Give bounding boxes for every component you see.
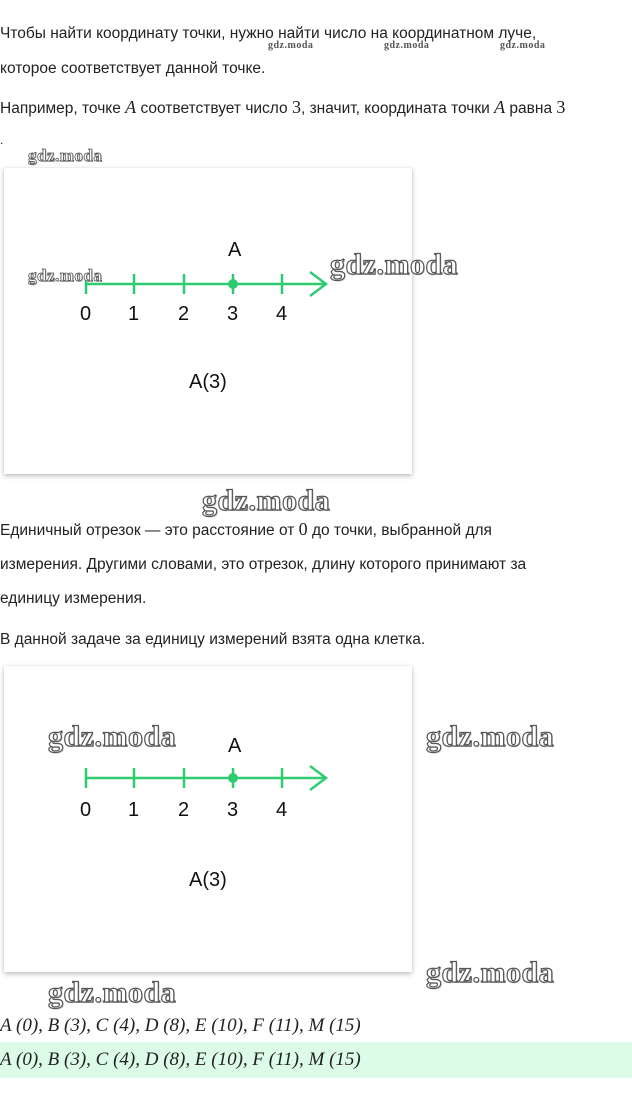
tick-label: 3	[227, 799, 239, 821]
watermark: gdz.moda	[48, 976, 177, 1009]
tick-label: 2	[178, 799, 190, 821]
tick-label: 1	[128, 303, 140, 325]
tick-label: 1	[128, 799, 140, 821]
example-paragraph: Например, точке A соответствует число 3, значит, координата точки A равна 3	[0, 97, 566, 117]
watermark: gdz.moda	[202, 484, 331, 517]
tick-label: 0	[80, 799, 92, 821]
paragraph-line: В данной задаче за единицу измерений взята одна клетка.	[0, 631, 426, 648]
point-label: A	[228, 735, 242, 757]
paragraph-line: единицу измерения.	[0, 590, 147, 607]
watermark: gdz.moda	[384, 40, 430, 51]
answer-line: A (0), B (3), C (4), D (8), E (10), F (11), M (15)	[0, 1015, 361, 1036]
paragraph-line: Чтобы найти координату точки, нужно найти число на координатном луче,	[0, 25, 537, 42]
watermark: gdz.moda	[48, 720, 177, 753]
point-a	[228, 773, 238, 783]
number-line-figure-1	[4, 168, 412, 474]
figure-caption: A(3)	[189, 371, 227, 393]
watermark: gdz.moda	[426, 956, 555, 989]
point-a	[228, 279, 238, 289]
tick-label: 0	[80, 303, 92, 325]
period: .	[0, 133, 4, 147]
watermark: gdz.moda	[500, 40, 546, 51]
watermark: gdz.moda	[268, 40, 314, 51]
tick-label: 3	[227, 303, 239, 325]
tick-label: 4	[276, 303, 288, 325]
watermark: gdz.moda	[426, 720, 555, 753]
tick-label: 4	[276, 799, 288, 821]
watermark: gdz.moda	[28, 146, 103, 165]
point-label: A	[228, 239, 242, 261]
paragraph-line: измерения. Другими словами, это отрезок, длину которого принимают за	[0, 556, 527, 573]
figure-caption: A(3)	[189, 869, 227, 891]
watermark: gdz.moda	[330, 248, 459, 281]
unit-segment-definition: Единичный отрезок — это расстояние от 0 до точки, выбранной для	[0, 519, 492, 539]
answer-line-highlighted: A (0), B (3), C (4), D (8), E (10), F (11), M (15)	[0, 1049, 361, 1070]
number-line-figure-2	[4, 666, 412, 972]
watermark: gdz.moda	[28, 266, 103, 285]
tick-label: 2	[178, 303, 190, 325]
paragraph-line: которое соответствует данной точке.	[0, 60, 266, 77]
